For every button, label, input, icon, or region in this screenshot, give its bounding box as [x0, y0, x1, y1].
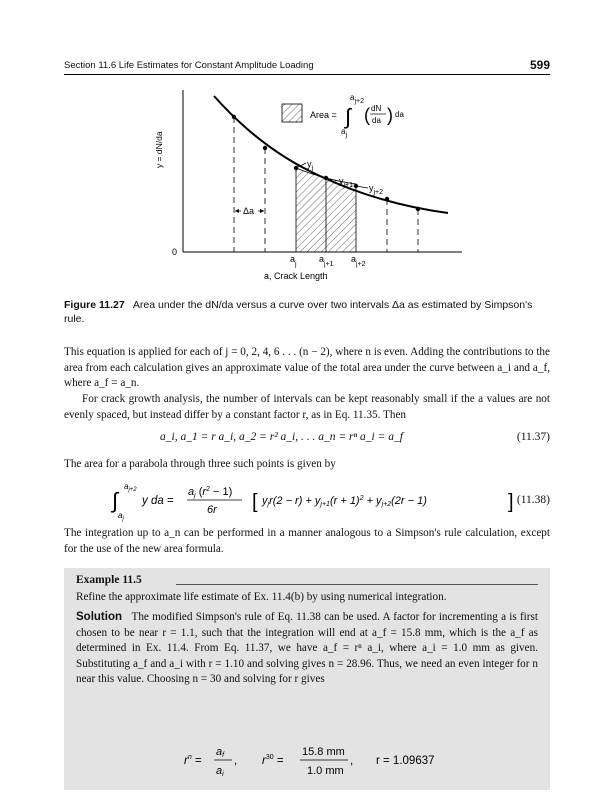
y-axis-label: y = dN/da [154, 131, 164, 168]
svg-text:y da =: y da = [142, 495, 174, 507]
label-yj: $y_j$ [307, 159, 314, 172]
svg-text:[: [ [252, 491, 258, 513]
data-point [385, 197, 389, 201]
data-point [232, 115, 236, 119]
eq-11-38-formula [104, 478, 524, 522]
figure-caption [64, 298, 550, 326]
final-result: r = 1.09637 [376, 755, 435, 767]
paragraph-2: For crack growth analysis, the number of intervals can be kept reasonably small if the a values are not evenly spaced, but instead differ by a constant factor r, as in Eq. 11.35. Then [64, 393, 550, 421]
example-box [64, 568, 550, 790]
label-aj: $a_j$ [290, 254, 297, 268]
final-den: 1.0 mm [307, 765, 344, 777]
svg-text:,: , [234, 755, 238, 767]
lower-limit: aj [341, 127, 348, 139]
data-point [416, 207, 420, 211]
delta-a-label: Δa [243, 206, 255, 216]
svg-text:aj: $a_j$ [118, 511, 124, 522]
header-rule [64, 74, 550, 75]
solution-label: Solution [76, 611, 122, 623]
equation-11-38 [64, 478, 550, 522]
data-point [263, 146, 267, 150]
svg-text:(: ( [364, 105, 370, 125]
legend-hatch-box [282, 104, 302, 122]
final-num: 15.8 mm [302, 746, 345, 758]
paragraph-3: The area for a parabola through three such points is given by [64, 458, 336, 470]
eq-11-38-number: (11.38) [516, 494, 550, 506]
integrand-num: dN [371, 104, 382, 113]
x-axis-label: a, Crack Length [264, 271, 328, 281]
svg-text:6r: 6r [207, 504, 217, 516]
svg-text:aj (r2 − 1): aj $(r^2 - 1)$ [188, 486, 233, 499]
integrand-den: da [372, 116, 381, 125]
svg-text:ai: ai [216, 765, 224, 778]
area-da: da [395, 110, 404, 119]
svg-text:af: af [216, 746, 225, 759]
origin-label: 0 [172, 247, 178, 257]
svg-text:yjr(2 − r) + yj+1(r + 1)2 + yj: $yjr(2 - r) + yj+1(r + 1)^2 + yj+2(2r - 1)$ [262, 495, 427, 508]
label-aj2: $a_{j+2}$ [351, 254, 366, 268]
example-statement: Refine the approximate life estimate of Ex. 11.4(b) by using numerical integration. [76, 591, 447, 603]
solution-text: The modified Simpson's rule of Eq. 11.38 can be used. A factor for incrementing a is first chosen to be near r = 1.1, such that the integration will end at a_f = 15.8 mm, which is the a_f as determined in Ex. 11.4. From Eq. 11.37, we have a_f = rⁿ a_i, where a_i = 1.0 mm as given. Substituting a_f and a_i with r = 1.10 and solving gives n = 28.96. Thus, we need an even integer for n near this value. Choosing n = 30 and solving for r gives [76, 611, 538, 685]
eq-11-37-body: a_i, a_1 = r a_i, a_2 = r² a_i, . . . a_n = rⁿ a_i = a_f [160, 431, 403, 443]
page-number: 599 [529, 58, 550, 72]
example-solution [76, 610, 538, 688]
svg-text:rn =: $r^n$ = [184, 754, 202, 767]
svg-text:r30 =: $r^{30}$ = [262, 754, 284, 767]
caption-label: Figure 11.27 [64, 299, 125, 311]
area-label: Area = [310, 110, 337, 120]
example-final-equation [76, 738, 538, 786]
svg-text:]: ] [508, 491, 514, 513]
svg-text:): ) [387, 105, 393, 125]
upper-limit: aj+2 [350, 93, 364, 105]
eq-11-37-number: (11.37) [516, 431, 550, 443]
label-aj1: $a_{j+1}$ [319, 254, 334, 268]
example-rule [176, 584, 538, 585]
svg-text:,: , [350, 755, 354, 767]
label-yj2: $y_{j+2}$ [369, 183, 384, 196]
svg-text:∫: ∫ [345, 104, 352, 129]
section-title: Section 11.6 Life Estimates for Constant Amplitude Loading [64, 60, 314, 71]
svg-text:∫: ∫ [112, 488, 119, 513]
label-yj1: $y_{j+1}$ [339, 176, 354, 189]
figure-simpsons-rule [0, 80, 613, 295]
paragraph-1: This equation is applied for each of j = 0, 2, 4, 6 . . . (n − 2), where n is even. Adding the contributions to the area from each calculation gives an approximate value of the total area under the curve between a_i and a_f, where a_f = a_n. [64, 346, 550, 389]
svg-text:aj+2: $a_{j+2}$ [124, 482, 137, 493]
paragraph-4: The integration up to a_n can be performed in a manner analogous to a Simpson's rule calculation, except for the use of the new area formula. [64, 527, 550, 555]
caption-text: Area under the dN/da versus a curve over two intervals Δa as estimated by Simpson's rule. [64, 299, 533, 325]
example-title: Example 11.5 [76, 574, 142, 586]
